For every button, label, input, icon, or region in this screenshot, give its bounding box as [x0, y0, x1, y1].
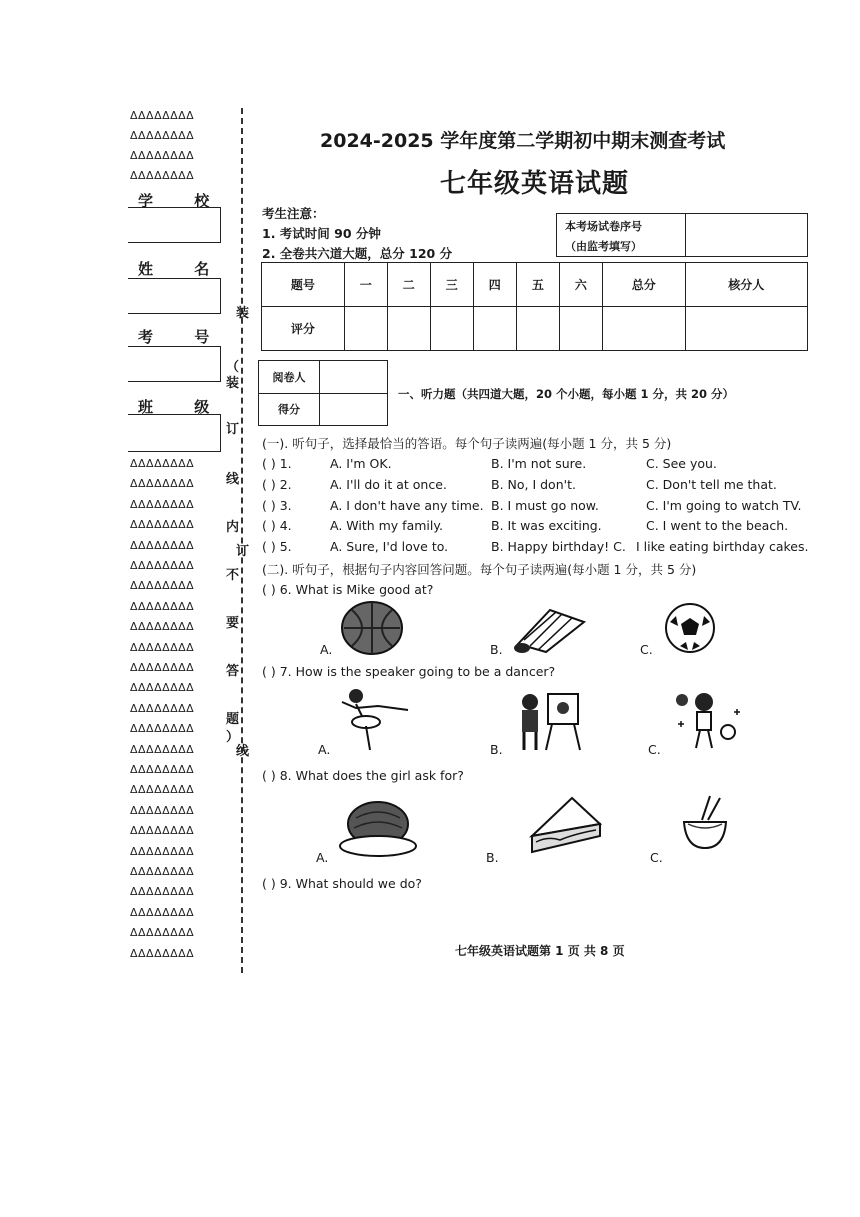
grader-table: 阅卷人 得分 — [258, 360, 388, 426]
question-6: ( ) 6. What is Mike good at? — [262, 582, 434, 597]
triangle-row: ΔΔΔΔΔΔΔΔ — [130, 824, 195, 838]
reviewer-cell[interactable] — [320, 361, 388, 394]
triangle-row: ΔΔΔΔΔΔΔΔ — [130, 905, 195, 919]
triangle-row: ΔΔΔΔΔΔΔΔ — [130, 620, 195, 634]
triangle-row: ΔΔΔΔΔΔΔΔ — [130, 742, 195, 756]
school-field[interactable] — [128, 207, 221, 243]
triangle-row: ΔΔΔΔΔΔΔΔ — [130, 477, 195, 491]
score-cell[interactable] — [602, 307, 685, 351]
triangle-row: ΔΔΔΔΔΔΔΔ — [130, 803, 195, 817]
painter-image — [514, 688, 584, 752]
listening-heading: 一、听力题（共四道大题，20 个小题，每小题 1 分，共 20 分） — [398, 387, 735, 401]
triangle-row: ΔΔΔΔΔΔΔΔ — [130, 599, 195, 613]
notice-title: 考生注意： — [262, 206, 325, 221]
serial-box: 本考场试卷序号 （由监考填写） — [556, 213, 808, 257]
soccer-ball-image — [664, 602, 716, 654]
notice-2: 2. 全卷共六道大题，总分 120 分 — [262, 246, 453, 261]
exam-title: 2024-2025 学年度第二学期初中期末测查考试 — [320, 130, 726, 152]
name-label: 姓 名 — [138, 260, 228, 278]
roast-meat-image — [336, 794, 420, 860]
exam-number-label: 考 号 — [138, 328, 228, 346]
exam-subtitle: 七年级英语试题 — [440, 169, 630, 199]
triangle-row: ΔΔΔΔΔΔΔΔ — [130, 926, 195, 940]
part1-heading: (一). 听句子，选择最恰当的答语。每个句子读两遍(每小题 1 分，共 5 分) — [262, 436, 672, 451]
question-7: ( ) 7. How is the speaker going to be a dancer? — [262, 664, 556, 679]
part2-heading: (二). 听句子，根据句子内容回答问题。每个句子读两遍(每小题 1 分，共 5 分) — [262, 562, 697, 577]
question-9: ( ) 9. What should we do? — [262, 876, 422, 891]
triangle-row: ΔΔΔΔΔΔΔΔ — [130, 844, 195, 858]
class-label: 班 级 — [138, 398, 228, 416]
score-cell[interactable] — [559, 307, 602, 351]
cheerleader-image — [674, 690, 744, 752]
sandwich-image — [528, 794, 604, 858]
triangle-row: ΔΔΔΔΔΔΔΔ — [130, 681, 195, 695]
question-8: ( ) 8. What does the girl ask for? — [262, 768, 464, 783]
grader-score-cell[interactable] — [320, 393, 388, 426]
name-field[interactable] — [128, 278, 221, 314]
triangle-row: ΔΔΔΔΔΔΔΔ — [130, 701, 195, 715]
triangle-row: ΔΔΔΔΔΔΔΔ — [130, 497, 195, 511]
score-cell[interactable] — [430, 307, 473, 351]
score-cell[interactable] — [685, 307, 807, 351]
score-cell[interactable] — [387, 307, 430, 351]
basketball-image — [340, 600, 404, 656]
notice-1: 1. 考试时间 90 分钟 — [262, 226, 381, 241]
triangle-row: ΔΔΔΔΔΔΔΔ — [130, 559, 195, 572]
school-label: 学 校 — [138, 192, 228, 210]
triangle-row: ΔΔΔΔΔΔΔΔ — [130, 763, 195, 776]
ballet-dancer-image — [338, 686, 410, 752]
triangle-row: ΔΔΔΔΔΔΔΔ — [130, 518, 195, 532]
class-field[interactable] — [128, 414, 221, 452]
triangle-row: ΔΔΔΔΔΔΔΔ — [130, 457, 195, 470]
triangle-row: ΔΔΔΔΔΔΔΔ — [130, 538, 195, 552]
triangle-row: ΔΔΔΔΔΔΔΔ — [130, 946, 195, 960]
serial-input[interactable] — [687, 214, 805, 256]
triangle-row: ΔΔΔΔΔΔΔΔ — [130, 783, 195, 797]
triangle-row: ΔΔΔΔΔΔΔΔ — [130, 722, 195, 736]
score-table: 题号 一 二 三 四 五 六 总分 核分人 评分 — [261, 262, 808, 351]
score-cell[interactable] — [516, 307, 559, 351]
shuttlecock-image — [510, 600, 590, 654]
triangle-row: ΔΔΔΔΔΔΔΔ — [130, 640, 195, 654]
triangle-row: ΔΔΔΔΔΔΔΔ — [130, 885, 195, 899]
score-cell[interactable] — [344, 307, 387, 351]
score-cell[interactable] — [473, 307, 516, 351]
triangle-row: ΔΔΔΔΔΔΔΔ — [130, 865, 195, 878]
triangle-row: ΔΔΔΔΔΔΔΔ — [130, 579, 195, 593]
triangle-row: ΔΔΔΔΔΔΔΔ — [130, 661, 195, 674]
noodles-image — [680, 794, 730, 852]
page-footer: 七年级英语试题第 1 页 共 8 页 — [455, 944, 625, 958]
exam-number-field[interactable] — [128, 346, 221, 382]
